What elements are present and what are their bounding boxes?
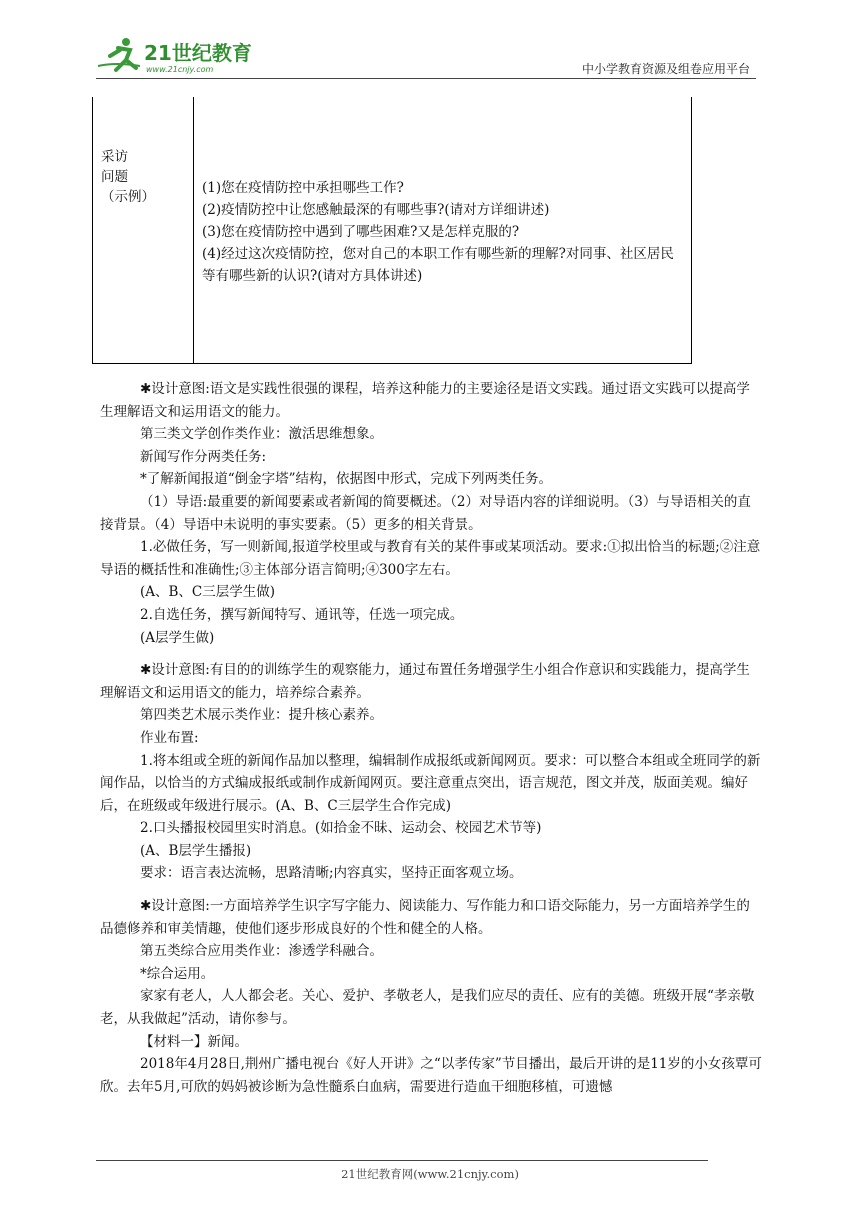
label-line: （示例）: [101, 189, 155, 205]
paragraph: 2.自选任务，撰写新闻特写、通讯等，任选一项完成。: [140, 606, 464, 623]
running-figure-icon: [98, 38, 140, 70]
question-item: (3)您在疫情防控中遇到了哪些困难?又是怎样克服的?: [202, 224, 520, 240]
logo: [96, 36, 266, 76]
paragraph: (A层学生做): [140, 629, 215, 646]
paragraph: 家家有老人，人人都会老。关心、爱护、孝敬老人，是我们应尽的责任、应有的美德。班级开展“孝亲敬老，从我做起”活动，请你参与。: [100, 988, 755, 1028]
section-heading: 第三类文学创作类作业：激活思维想象。: [140, 426, 383, 443]
paragraph: *综合运用。: [140, 965, 215, 982]
paragraph: 2018年4月28日,荆州广播电视台《好人开讲》之“以孝传家”节目播出，最后开讲的是11岁的小女孩覃可欣。去年5月,可欣的妈妈被诊断为急性髓系白血病，需要进行造血干细胞移植，可遗憾: [100, 1056, 762, 1095]
question-item: (1)您在疫情防控中承担哪些工作?: [202, 180, 404, 196]
platform-name: 中小学教育资源及组卷应用平台: [581, 62, 750, 76]
table-column-divider: [193, 97, 194, 363]
paragraph: 1.将本组或全班的新闻作品加以整理，编辑制作成报纸或新闻网页。要求：可以整合本组或全班同学的新闻作品，以恰当的方式编成报纸或制作成新闻网页。要注意重点突出，语言规范，图文并茂，版面美观。编好后，在班级或年级进行展示。(A、B、C三层学生合作完成): [100, 752, 761, 814]
paragraph: 新闻写作分两类任务:: [140, 448, 267, 465]
page-header: [0, 0, 860, 80]
document-body: [100, 378, 762, 1098]
design-intent: ✱设计意图:有目的的训练学生的观察能力，通过布置任务增强学生小组合作意识和实践能力，提高学生理解语文和运用语文的能力，培养综合素养。: [100, 662, 750, 701]
interview-table: [92, 97, 692, 364]
header-divider: [96, 78, 756, 79]
section-heading: 第四类艺术展示类作业：提升核心素养。: [140, 707, 383, 724]
paragraph: 1.必做任务，写一则新闻,报道学校里或与教育有关的某件事或某项活动。要求:①拟出恰当的标题;②注意导语的概括性和准确性;③主体部分语言简明;④300字左右。: [100, 539, 761, 578]
design-intent: ✱设计意图:语文是实践性很强的课程，培养这种能力的主要途径是语文实践。通过语文实践可以提高学生理解语文和运用语文的能力。: [100, 381, 750, 420]
label-line: 采访: [101, 149, 128, 165]
paragraph: 2.口头播报校园里实时消息。(如拾金不昧、运动会、校园艺术节等): [140, 820, 542, 837]
paragraph: *了解新闻报道“倒金字塔”结构，依据图中形式，完成下列两类任务。: [140, 471, 553, 488]
label-line: 问题: [101, 169, 128, 185]
table-row-label: [101, 147, 155, 207]
section-heading: 第五类综合应用类作业：渗透学科融合。: [140, 943, 383, 960]
paragraph: (A、B层学生播报): [140, 842, 252, 859]
paragraph: （1）导语:最重要的新闻要素或者新闻的简要概述。（2）对导语内容的详细说明。（3）与导语相关的直接背景。（4）导语中未说明的事实要素。（5）更多的相关背景。: [100, 493, 751, 533]
paragraph: (A、B、C三层学生做): [140, 584, 276, 601]
paragraph: 【材料一】新闻。: [140, 1033, 248, 1050]
paragraph: 要求：语言表达流畅，思路清晰;内容真实，坚持正面客观立场。: [140, 865, 523, 882]
logo-text: 21世纪教育: [144, 41, 252, 65]
footer-source: 21世纪教育网(www.21cnjy.com): [341, 1167, 519, 1181]
question-item: (4)经过这次疫情防控，您对自己的本职工作有哪些新的理解?对同事、社区居民等有哪些新的认识?(请对方具体讲述): [202, 246, 674, 284]
design-intent: ✱设计意图:一方面培养学生识字写字能力、阅读能力、写作能力和口语交际能力，另一方面培养学生的品德修养和审美情趣，使他们逐步形成良好的个性和健全的人格。: [100, 898, 750, 937]
question-item: (2)疫情防控中让您感触最深的有哪些事?(请对方详细讲述): [202, 202, 550, 218]
footer-divider: [96, 1160, 708, 1161]
logo-url: www.21cnjy.com: [146, 65, 214, 74]
interview-questions: [202, 177, 684, 287]
paragraph: 作业布置:: [140, 729, 199, 746]
